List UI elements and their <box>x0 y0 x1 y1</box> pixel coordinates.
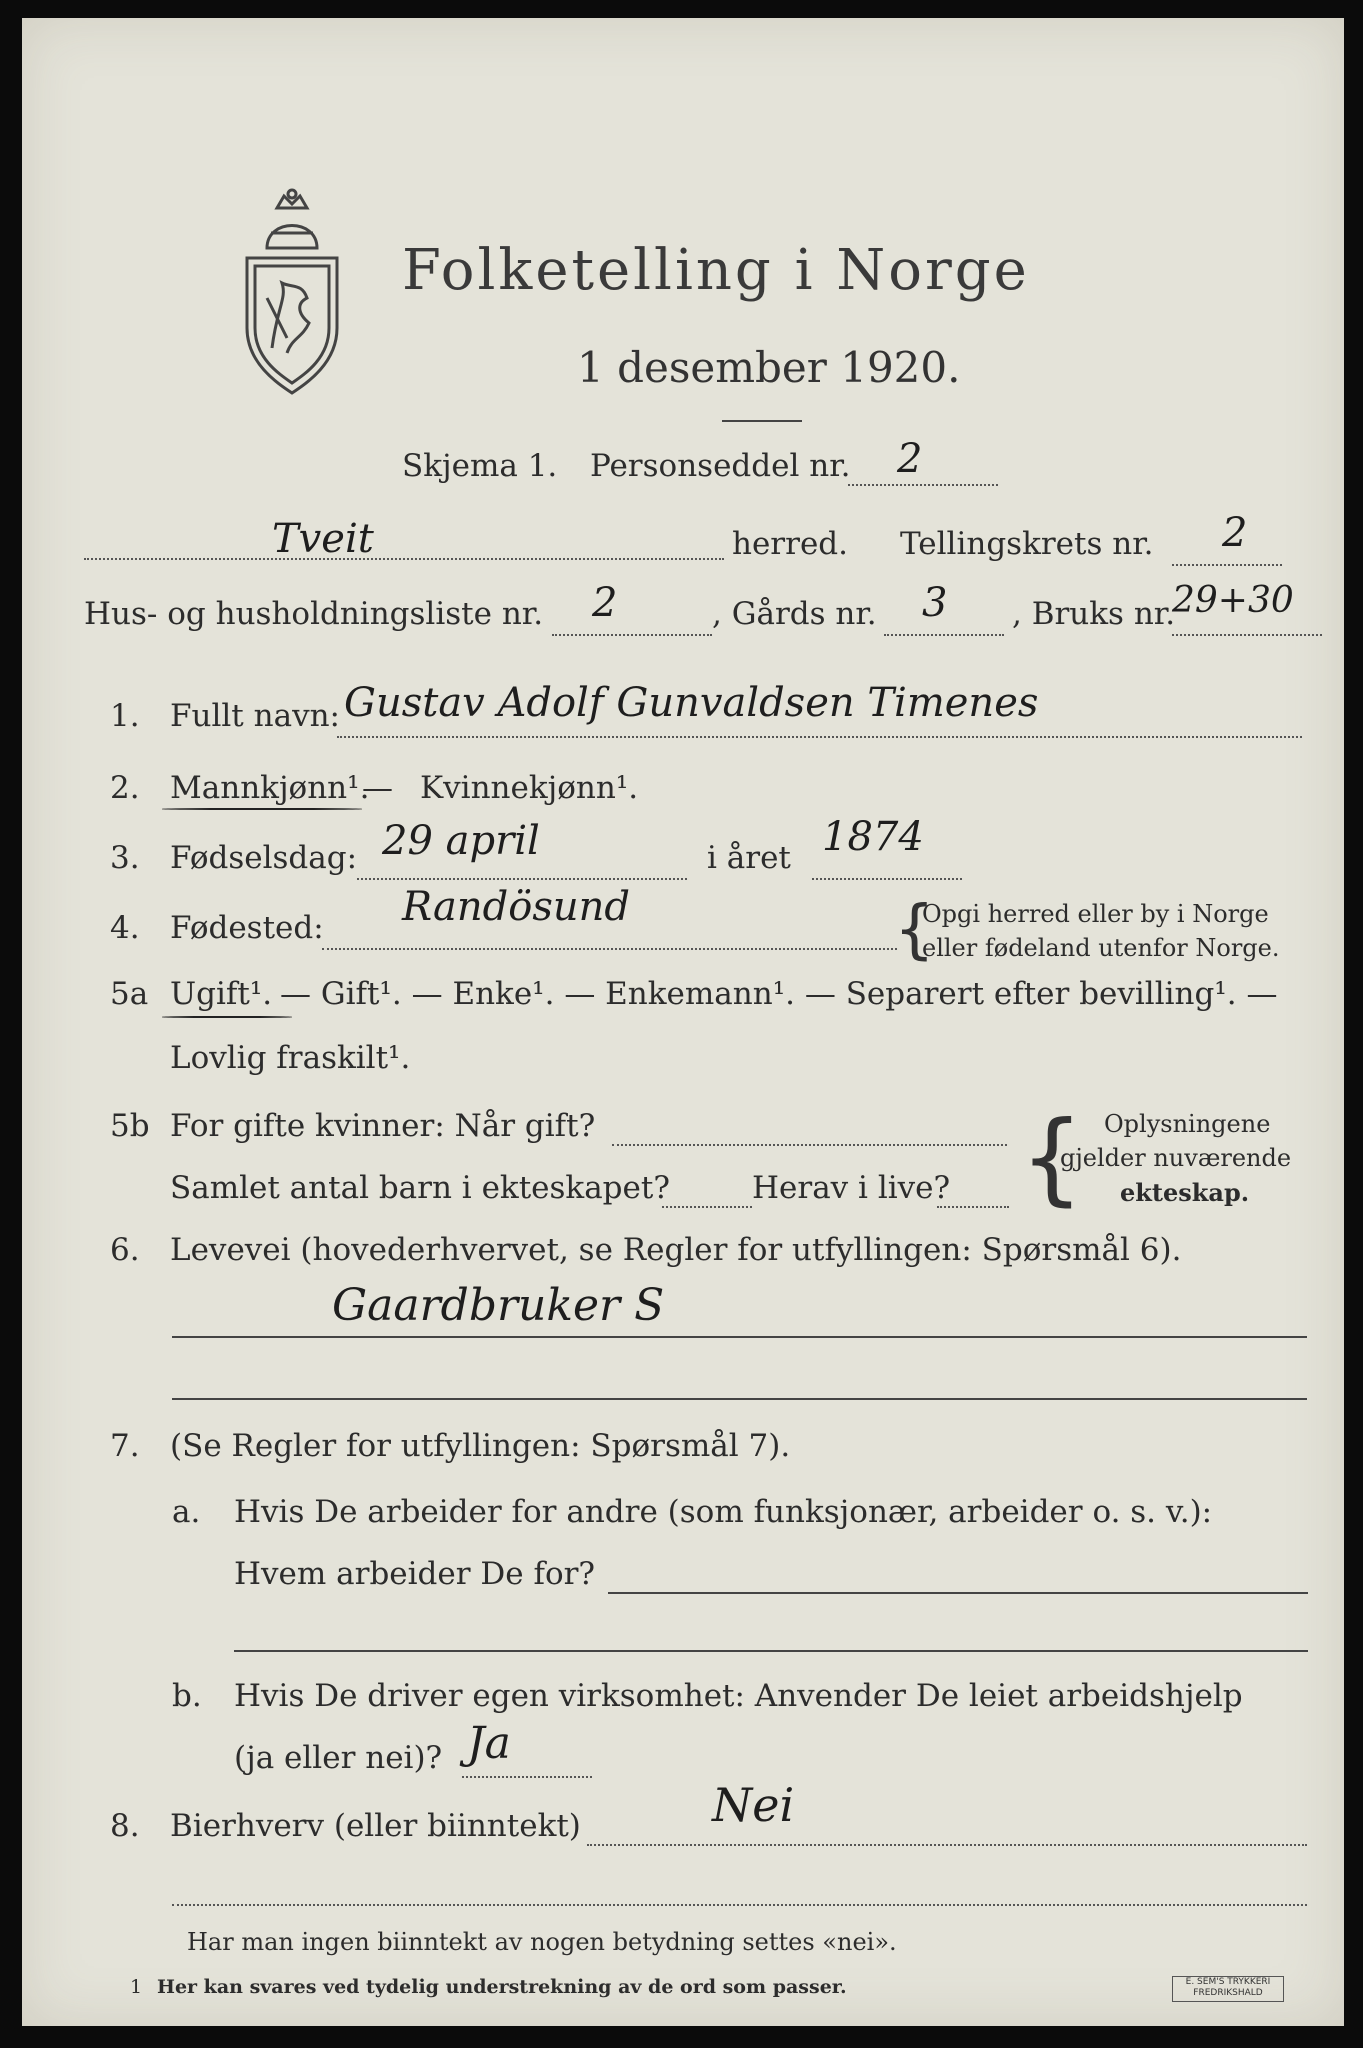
census-date: 1 desember 1920. <box>577 343 961 392</box>
marital-unmarried-option[interactable]: Ugift¹. <box>170 976 273 1012</box>
census-form-page <box>22 18 1344 2026</box>
q5b-children-label: Samlet antal barn i ekteskapet? <box>170 1170 670 1206</box>
q3-label: Fødselsdag: <box>170 840 358 876</box>
q3-number: 3. <box>110 840 140 876</box>
q4-note-line2: eller fødeland utenfor Norge. <box>922 934 1280 962</box>
unmarried-underline-mark <box>162 1016 292 1018</box>
q7a-label-line2: Hvem arbeider De for? <box>234 1556 596 1592</box>
printer-stamp-line2: FREDRIKSHALD <box>1193 1988 1263 1998</box>
q5b-when-married-label: For gifte kvinner: Når gift? <box>170 1108 596 1144</box>
herred-label: herred. <box>732 526 848 562</box>
tellingskrets-value[interactable]: 2 <box>1222 510 1248 556</box>
q7a-label-line1: Hvis De arbeider for andre (som funksjonær, arbeider o. s. v.): <box>234 1494 1213 1530</box>
q6-label: Levevei (hovederhvervet, se Regler for utfyllingen: Spørsmål 6). <box>170 1232 1182 1268</box>
norwegian-coat-of-arms-icon <box>237 188 347 398</box>
q5b-number: 5b <box>110 1108 150 1144</box>
q5b-note-line1: Oplysningene <box>1104 1110 1271 1138</box>
q1-label: Fullt navn: <box>170 698 340 734</box>
occupation-value[interactable]: Gaardbruker S <box>332 1280 665 1331</box>
q1-number: 1. <box>110 698 140 734</box>
q8-number: 8. <box>110 1808 140 1844</box>
hired-help-value[interactable]: Ja <box>467 1718 511 1769</box>
q7b-number: b. <box>172 1678 202 1714</box>
husholdningsliste-value[interactable]: 2 <box>592 580 618 626</box>
q7b-label-line2: (ja eller nei)? <box>234 1740 443 1776</box>
q4-note-line1: Opgi herred eller by i Norge <box>922 900 1269 928</box>
gards-value[interactable]: 3 <box>922 580 948 626</box>
birthday-value[interactable]: 29 april <box>382 818 540 864</box>
q7b-label-line1: Hvis De driver egen virksomhet: Anvender De leiet arbeidshjelp <box>234 1678 1243 1714</box>
q8-label: Bierhverv (eller biinntekt) <box>170 1808 581 1844</box>
q5b-brace: { <box>1020 1099 1084 1216</box>
q5b-note-line3: ekteskap. <box>1120 1178 1250 1207</box>
q3-year-label: i året <box>707 840 791 876</box>
tellingskrets-label: Tellingskrets nr. <box>900 526 1154 562</box>
footnote-text: Her kan svares ved tydelig understrekning av de ord som passer. <box>157 1976 847 1998</box>
gender-female-option[interactable]: Kvinnekjønn¹. <box>420 770 639 806</box>
footer-note: Har man ingen biinntekt av nogen betydning settes «nei». <box>187 1928 897 1956</box>
gender-male-option[interactable]: Mannkjønn¹. <box>170 770 370 806</box>
marital-other-options: — Gift¹. — Enke¹. — Enkemann¹. — Separert efter bevilling¹. — <box>280 976 1278 1012</box>
q5a-number: 5a <box>110 976 149 1012</box>
male-underline-mark <box>162 808 362 810</box>
q5b-note-line2: gjelder nuværende <box>1060 1144 1292 1172</box>
bruks-label: , Bruks nr. <box>1012 596 1176 632</box>
q7a-number: a. <box>172 1494 201 1530</box>
gards-label: , Gårds nr. <box>712 596 877 632</box>
personseddel-value[interactable]: 2 <box>897 436 923 482</box>
gender-separator: — <box>362 770 393 806</box>
marital-divorced-option: Lovlig fraskilt¹. <box>170 1040 411 1076</box>
herred-value[interactable]: Tveit <box>272 516 374 562</box>
form-title: Folketelling i Norge <box>402 238 1030 303</box>
q4-brace: { <box>894 893 935 967</box>
birth-year-value[interactable]: 1874 <box>822 814 924 860</box>
footnote-mark: 1 <box>130 1976 143 1998</box>
birthplace-value[interactable]: Randösund <box>402 884 630 930</box>
printer-stamp-line1: E. SEM'S TRYKKERI <box>1185 1977 1271 1987</box>
q2-number: 2. <box>110 770 140 806</box>
personseddel-label: Personseddel nr. <box>590 448 851 484</box>
q7-number: 7. <box>110 1428 140 1464</box>
title-divider <box>722 420 802 422</box>
q6-number: 6. <box>110 1232 140 1268</box>
bruks-value[interactable]: 29+30 <box>1172 580 1294 621</box>
schema-label: Skjema 1. <box>402 448 558 484</box>
printer-stamp <box>1172 1976 1284 2002</box>
full-name-value[interactable]: Gustav Adolf Gunvaldsen Timenes <box>344 680 1039 726</box>
side-income-value[interactable]: Nei <box>712 1778 795 1832</box>
q7-label: (Se Regler for utfyllingen: Spørsmål 7). <box>170 1428 791 1464</box>
q4-number: 4. <box>110 910 140 946</box>
husholdningsliste-label: Hus- og husholdningsliste nr. <box>84 596 544 632</box>
q5b-alive-label: Herav i live? <box>752 1170 951 1206</box>
q4-label: Fødested: <box>170 910 324 946</box>
